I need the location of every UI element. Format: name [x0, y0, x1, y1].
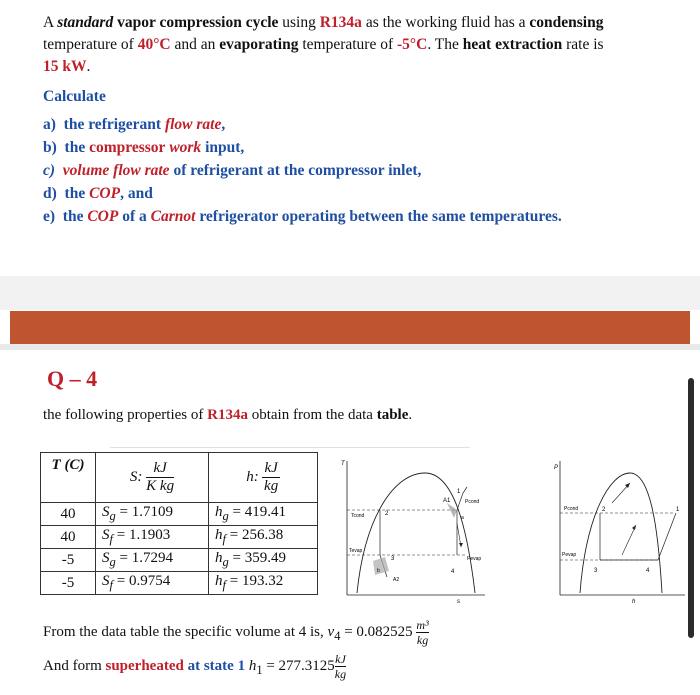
section-description: the following properties of R134a obtain from the data table. — [43, 407, 413, 423]
problem-card — [0, 0, 700, 275]
ts-area-a1 — [447, 503, 457, 518]
problem-line-1: A standard vapor compression cycle using R134a as the working fluid has a condensing — [43, 14, 604, 31]
svg-text:Pevap: Pevap — [467, 556, 482, 562]
svg-text:Tevap: Tevap — [349, 548, 363, 554]
slide-header-band — [10, 311, 690, 344]
svg-text:Pcond: Pcond — [465, 499, 480, 505]
header-temperature: T (C) — [41, 453, 96, 503]
header-entropy: S: $\frac{kJ}{\text{K kg}}$ — [96, 453, 209, 503]
ts-diagram — [335, 455, 495, 605]
svg-text:a: a — [461, 515, 464, 521]
slide-gap — [0, 276, 700, 310]
svg-text:2: 2 — [602, 507, 606, 513]
header-enthalpy: h: $\frac{kJ}{kg}$ — [209, 453, 318, 503]
svg-text:3: 3 — [594, 568, 598, 574]
ts-area-a2 — [373, 557, 389, 575]
calculate-heading: Calculate — [43, 88, 106, 105]
question-d: d) the COP, and — [43, 185, 153, 202]
svg-text:b: b — [377, 568, 380, 574]
problem-line-3: 15 kW. — [43, 58, 91, 75]
table-row: 40 $S_g = 1.7109$ $h_g = 419.41$ — [41, 503, 318, 526]
question-list — [43, 113, 562, 228]
problem-line-2: temperature of 40°C and an evaporating temperature of -5°C. The heat extraction rate is — [43, 36, 604, 53]
table-row: -5 $S_f = 0.9754$ $h_f = 193.32$ — [41, 572, 318, 595]
question-a: a) the refrigerant flow rate, — [43, 116, 226, 133]
svg-text:Pcond: Pcond — [564, 506, 579, 512]
ph-dome — [580, 473, 662, 593]
footer-line-2: And form superheated at state 1 $h_1 = 277.3125$ $\frac{kJ}{kg}$ — [43, 652, 347, 681]
svg-text:Pevap: Pevap — [562, 552, 577, 558]
svg-text:A1: A1 — [443, 498, 451, 504]
svg-text:Tcond: Tcond — [351, 513, 365, 519]
ph-y-label: P — [554, 465, 559, 471]
svg-text:A2: A2 — [393, 577, 400, 583]
ph-diagram — [540, 455, 690, 605]
ts-y-label: T — [341, 461, 345, 467]
svg-text:3: 3 — [391, 556, 395, 562]
properties-table — [40, 452, 318, 595]
ts-x-label: s — [457, 599, 460, 605]
question-b: b) the compressor work input, — [43, 139, 245, 156]
svg-text:1: 1 — [457, 489, 461, 495]
table-header-row — [41, 453, 318, 503]
question-c: c) volume flow rate of refrigerant at the compressor inlet, — [43, 162, 422, 179]
svg-text:2: 2 — [385, 511, 389, 517]
svg-text:1: 1 — [676, 507, 680, 513]
ph-x-label: h — [632, 599, 636, 605]
svg-text:4: 4 — [451, 569, 455, 575]
table-row: 40 $S_f = 1.1903$ $h_f = 256.38$ — [41, 526, 318, 549]
svg-text:4: 4 — [646, 568, 650, 574]
question-e: e) the COP of a Carnot refrigerator operating between the same temperatures. — [43, 208, 562, 225]
divider — [110, 447, 470, 448]
section-title: Q – 4 — [47, 366, 98, 391]
table-row: -5 $S_g = 1.7294$ $h_g = 359.49$ — [41, 549, 318, 572]
footer-line-1: From the data table the specific volume at 4 is, $v_4 = 0.082525$ $\frac{\text{m³}}{kg}$ — [43, 618, 429, 647]
